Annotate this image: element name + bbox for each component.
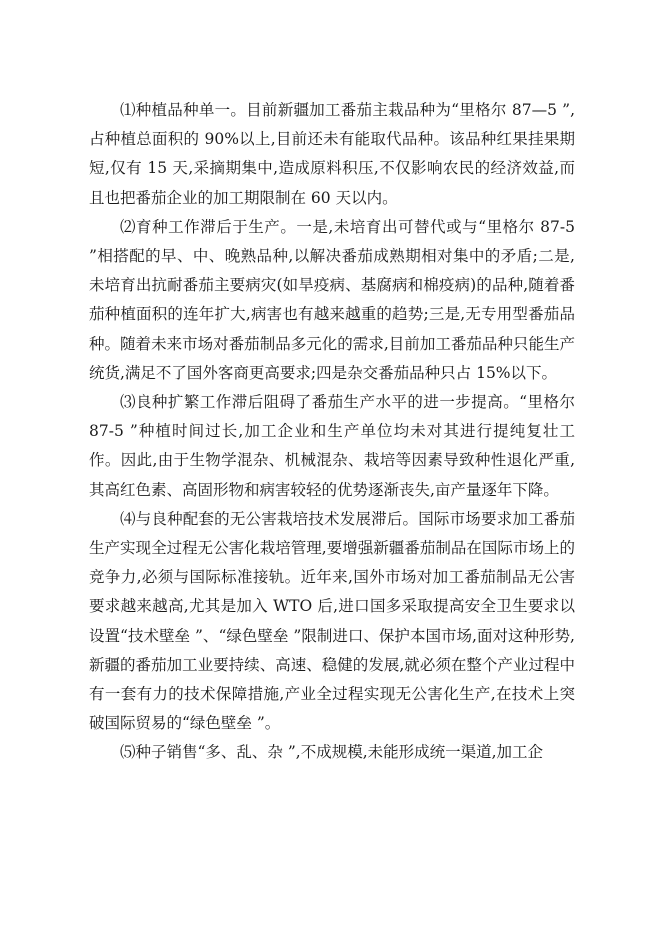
paragraph-seed-sales: ⑸种子销售“多、乱、杂 ”,不成规模,未能形成统一渠道,加工企 [120, 743, 544, 762]
document-body [89, 96, 575, 768]
paragraph-seed-multiplication: ⑶良种扩繁工作滞后阻碍了番茄生产水平的进一步提高。“里格尔 87-5 ”种植时间过长,加工企业和生产单位均未对其进行提纯复壮工作。因此,由于生物学混杂、机械混杂、栽培等因素导致种性退化严重,其高红色素、高固形物和病害较轻的优势逐渐丧失,亩产量逐年下降。 [89, 393, 575, 499]
paragraph-variety-single: ⑴种植品种单一。目前新疆加工番茄主栽品种为“里格尔 87—5 ”,占种植总面积的 90%以上,目前还未有能取代品种。该品种红果挂果期短,仅有 15 天,采摘期集中,造成原料积压,不仅影响农民的经济效益,而且也把番茄企业的加工期限制在 60 天以内。 [89, 101, 575, 207]
paragraph-breeding-lag: ⑵育种工作滞后于生产。一是,未培育出可替代或与“里格尔 87-5 ”相搭配的早、中、晚熟品种,以解决番茄成熟期相对集中的矛盾;二是,未培育出抗耐番茄主要病灾(如旱疫病、基腐病和棉疫病)的品种,随着番茄种植面积的连年扩大,病害也有越来越重的趋势;三是,无专用型番茄品种。随着未来市场对番茄制品多元化的需求,目前加工番茄品种只能生产统货,满足不了国外客商更高要求;四是杂交番茄品种只占 15%以下。 [89, 217, 575, 382]
paragraph-pollution-free-cultivation: ⑷与良种配套的无公害栽培技术发展滞后。国际市场要求加工番茄生产实现全过程无公害化栽培管理,要增强新疆番茄制品在国际市场上的竞争力,必须与国际标准接轨。近年来,国外市场对加工番茄制品无公害要求越来越高,尤其是加入 WTO 后,进口国多采取提高安全卫生要求以设置“技术壁垒 ”、“绿色壁垒 ”限制进口、保护本国市场,面对这种形势,新疆的番茄加工业要持续、高速、稳健的发展,就必须在整个产业过程中有一套有力的技术保障措施,产业全过程实现无公害化生产,在技术上突破国际贸易的“绿色壁垒 ”。 [89, 509, 575, 733]
